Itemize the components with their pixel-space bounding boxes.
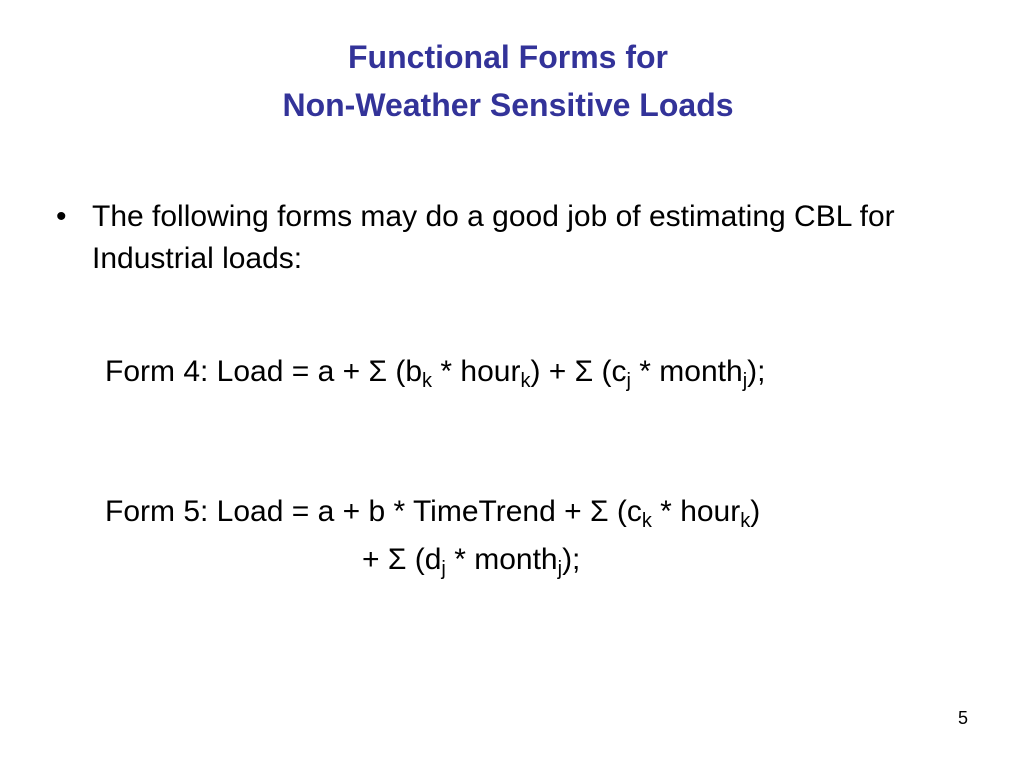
form4-part: );	[747, 355, 766, 388]
form5-part: Form 5: Load = a + b * TimeTrend + Σ (c	[105, 495, 642, 528]
bullet-text: The following forms may do a good job of estimating CBL for Industrial loads:	[92, 200, 895, 275]
form5-subscript: j	[557, 558, 563, 580]
form4-part: * month	[630, 355, 743, 388]
bullet-item	[56, 196, 976, 280]
form5-subscript: k	[641, 510, 652, 532]
bullet-marker: •	[56, 200, 67, 233]
formula-form-5-line-1	[105, 492, 760, 532]
form4-part: Form 4: Load = a + Σ (b	[105, 355, 423, 388]
form4-part: * hour	[432, 355, 521, 388]
form5-subscript: k	[740, 510, 751, 532]
form4-subscript: j	[626, 370, 631, 392]
formula-form-5-line-2	[362, 540, 580, 580]
formula-form-4	[105, 352, 765, 392]
form5-part: )	[750, 495, 761, 528]
form5-part: * month	[445, 543, 558, 576]
slide-title-line-2: Non-Weather Sensitive Loads	[282, 87, 734, 123]
form5-part: * hour	[651, 495, 741, 528]
form4-subscript: k	[520, 370, 531, 392]
form4-part: ) + Σ (c	[530, 355, 627, 388]
form4-subscript: j	[742, 370, 748, 392]
slide-title-line-1: Functional Forms for	[348, 39, 668, 75]
form5-part: );	[562, 543, 581, 576]
bullet-list	[56, 196, 976, 280]
slide-title	[0, 33, 1016, 129]
form5-part: + Σ (d	[362, 543, 442, 576]
form5-subscript: j	[441, 558, 446, 580]
form4-subscript: k	[422, 370, 433, 392]
page-number: 5	[957, 708, 968, 728]
